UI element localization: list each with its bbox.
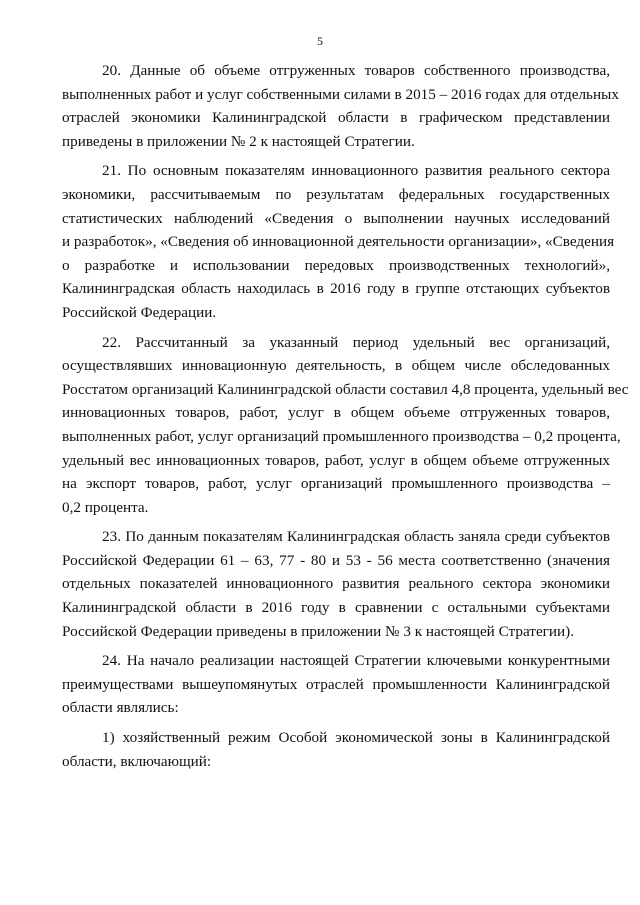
paragraph-line: экономики, рассчитываемым по результатам федеральных государственных — [62, 185, 610, 203]
paragraph-line: Российской Федерации приведены в приложении № 3 к настоящей Стратегии). — [62, 622, 575, 640]
paragraph-line: удельный вес инновационных товаров, работ, услуг в общем объеме отгруженных — [62, 451, 610, 469]
paragraph-line: выполненных работ и услуг собственными силами в 2015 – 2016 годах для отдельных — [62, 85, 619, 103]
paragraph-line: выполненных работ, услуг организаций промышленного производства – 0,2 процента, — [62, 427, 621, 445]
paragraph-line: осуществлявших инновационную деятельность, в общем числе обследованных — [62, 357, 610, 375]
document-body — [62, 59, 629, 773]
paragraph-line: Калининградская область находилась в 2016 году в группе отстающих субъектов — [62, 280, 610, 298]
paragraph-line: приведены в приложении № 2 к настоящей Стратегии. — [62, 132, 415, 150]
paragraph-line: 20. Данные об объеме отгруженных товаров собственного производства, — [102, 62, 610, 79]
paragraph-line: и разработок», «Сведения об инновационной деятельности организации», «Сведения — [62, 233, 615, 251]
paragraph-line: на экспорт товаров, работ, услуг организаций промышленного производства – — [62, 475, 610, 493]
paragraph-line: Росстатом организаций Калининградской области составил 4,8 процента, удельный вес — [62, 380, 629, 398]
paragraph-line: Калининградской области в 2016 году в сравнении с остальными субъектами — [62, 599, 610, 617]
page-number: 5 — [317, 34, 323, 48]
paragraph-line: статистических наблюдений «Сведения о выполнении научных исследований — [62, 209, 610, 227]
paragraph-line: 1) хозяйственный режим Особой экономической зоны в Калининградской — [102, 729, 610, 747]
paragraph-line: области, включающий: — [62, 752, 212, 770]
paragraph-line: отраслей экономики Калининградской области в графическом представлении — [62, 109, 610, 127]
paragraph-line: преимуществами вышеупомянутых отраслей промышленности Калининградской — [62, 675, 610, 693]
paragraph-line: 22. Рассчитанный за указанный период удельный вес организаций, — [102, 333, 610, 351]
paragraph-line: области являлись: — [62, 699, 179, 717]
paragraph-22 — [62, 331, 629, 520]
paragraph-line: инновационных товаров, работ, услуг в общем объеме отгруженных товаров, — [62, 404, 610, 422]
paragraph-24 — [62, 649, 610, 720]
paragraph-23 — [62, 525, 610, 643]
paragraph-line: о разработке и использовании передовых производственных технологий», — [62, 256, 610, 274]
paragraph-line: отдельных показателей инновационного развития реального сектора экономики — [62, 575, 610, 593]
paragraph-list-item-1 — [62, 726, 610, 773]
paragraph-line: 21. По основным показателям инновационного развития реального сектора — [102, 162, 610, 180]
paragraph-line: 0,2 процента. — [62, 498, 149, 516]
paragraph-line: Российской Федерации. — [62, 303, 217, 321]
paragraph-line: 23. По данным показателям Калининградская область заняла среди субъектов — [102, 528, 610, 546]
paragraph-20 — [62, 59, 619, 153]
paragraph-line: Российской Федерации 61 – 63, 77 - 80 и 53 - 56 места соответственно (значения — [62, 551, 610, 569]
paragraph-21 — [62, 159, 615, 324]
paragraph-line: 24. На начало реализации настоящей Стратегии ключевыми конкурентными — [102, 652, 610, 670]
